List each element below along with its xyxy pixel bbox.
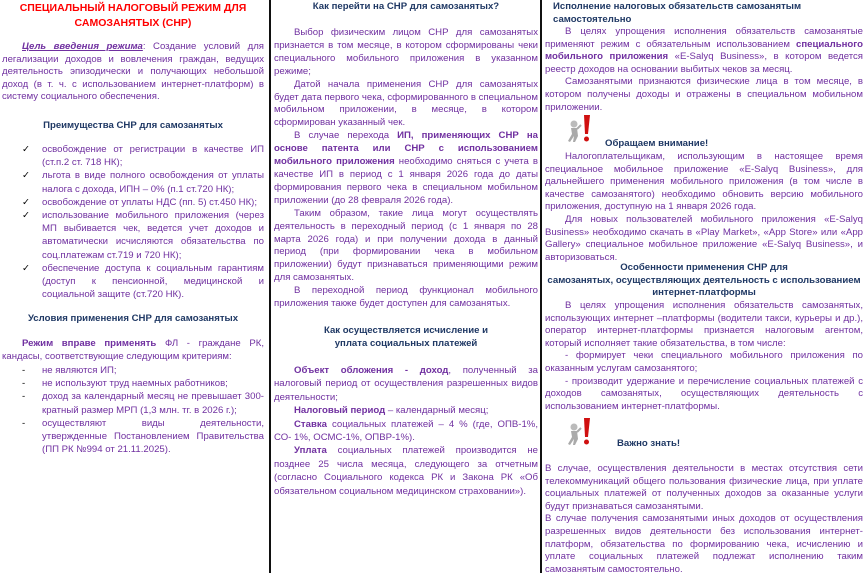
checkmark-icon: ✓ (22, 262, 31, 274)
list-item (2, 377, 264, 390)
list-item-text: освобождение от регистрации в качестве ИП (ст.п.2 ст. 718 НК); (42, 144, 264, 169)
title-line: САМОЗАНЯТЫХ (СНР) (74, 17, 192, 29)
list-item (2, 209, 264, 262)
text: – календарный месяц; (385, 405, 489, 417)
paragraph: В случае, осуществления деятельности в местах отсутствия сети телекоммуникаций общего пользования физические лица, при уплате социальных платежей от полученных доходов за оказанные услуги будут признаваться самозанятыми. (545, 463, 863, 512)
list-item-text: доход за календарный месяц не превышает 300-кратный размер МРП (1,3 млн. тг. в 2026 г.); (42, 391, 264, 416)
column-2 (274, 0, 538, 573)
paragraph: В переходной период функционал мобильного приложения также будет доступен для самозанятых. (274, 285, 538, 310)
conditions-list (2, 364, 264, 456)
goal-label: Цель введения режима (22, 41, 143, 52)
platforms-heading (545, 262, 863, 300)
paragraph: Выбор физическим лицом СНР для самозанятых признается в том месяце, в котором сформированы чеки специального мобильного приложения в указанном режиме; (274, 27, 538, 77)
conditions-intro-bold: Режим вправе применять (22, 338, 157, 349)
text: социальных платежей – 4 % (где, ОПВ-1%, СО- 1%, ОСМС-1%, ОПВР-1%). (274, 418, 538, 444)
bold-text: Налоговый период (294, 405, 386, 417)
goal-paragraph (2, 41, 264, 104)
list-item (2, 262, 264, 302)
paragraph (274, 418, 538, 445)
heading-line: Особенности применения СНР для (620, 262, 788, 273)
heading-line: Как осуществляется исчисление и (323, 325, 489, 336)
text: В случае перехода (294, 130, 398, 142)
column-1 (2, 0, 264, 573)
paragraph: Для новых пользователей мобильного приложения «E-Salyq Business» необходимо скачать в «Play Market», «App Store» или «App Gallery» специальное мобильное приложение «E-Salyq Business», и авторизоваться. (545, 213, 863, 263)
conditions-intro (2, 338, 264, 363)
list-item (2, 364, 264, 377)
list-item-text: не используют труд наемных работников; (42, 378, 228, 390)
paragraph (274, 364, 538, 404)
text: «E-Salyq Business», в котором ведется реестр доходов на основании выбитых чеков за месяц. (545, 51, 863, 75)
column-divider (269, 0, 271, 573)
dash-bullet: - (22, 391, 26, 403)
column-divider (540, 0, 542, 573)
text: необходимо сняться с учета в качестве ИП в период с 1 января 2026 года до даты формирования первого чека в специальном мобильном приложении (до 28 февраля 2026 года). (274, 156, 538, 206)
list-item (2, 390, 264, 416)
list-item-text: освобождение от уплаты НДС (пп. 5) ст.450 НК); (42, 196, 258, 208)
heading-line: уплата социальных платежей (334, 337, 478, 349)
paragraph (274, 130, 538, 207)
attention-heading: Обращаем внимание! (605, 138, 709, 149)
bold-text: специального мобильного приложения (545, 38, 863, 63)
paragraph (274, 444, 538, 498)
obligations-body (545, 26, 863, 114)
obligations-heading: Исполнение налоговых обязательств самозанятым самостоятельно (553, 1, 802, 25)
bold-text: Уплата (294, 445, 327, 457)
paragraph: В случае получения самозанятыми иных доходов от осуществления разрешенных видов деятельности без использования интернет-платформ, обязательства по формированию чека, исчислению и уплате социальных платежей подлежат исполнению таким самозанятым самостоятельно. (545, 513, 863, 575)
list-item (2, 169, 264, 195)
bold-text: ИП, применяющих СНР на основе патента или СНР с использованием мобильного приложения (274, 130, 538, 168)
text: социальных платежей производится не позднее 25 числа месяца, следующего за отчетным (согласно Социального кодекса РК и Закона РК «Об обязательном социальном медицинском страховании»). (274, 445, 538, 497)
text: В целях упрощения исполнения обязательств самозанятые применяют режим с обязательным использованием (545, 26, 863, 50)
conditions-heading: Условия применения СНР для самозанятых (27, 313, 239, 324)
list-item-text: использование мобильного приложения (через МП выбивается чек, ведется учет доходов и автоматически исчисляются обязательства по соц.платежам ст.719 и 720 НК); (42, 210, 264, 261)
list-item-text: обеспечение доступа к социальным гарантиям (доступ к пенсионной, медицинской и социальной защите (ст.720 НК). (42, 262, 264, 301)
how-to-switch-heading: Как перейти на СНР для самозанятых? (312, 1, 500, 12)
important-figure-icon (565, 417, 597, 447)
paragraph (545, 26, 863, 76)
checkmark-icon: ✓ (22, 144, 31, 155)
checkmark-icon: ✓ (22, 210, 31, 222)
heading-line: самозанятых, осуществляющих деятельность с использованием (547, 274, 861, 286)
paragraph: Самозанятыми признаются физические лица в том месяце, в котором получены доходы и отражены в специальном мобильном приложении. (545, 76, 863, 113)
calculation-body (274, 364, 538, 498)
checkmark-icon: ✓ (22, 196, 31, 208)
heading-line: интернет-платформы (652, 287, 756, 299)
goal-text: : Создание условий для легализации доходов и вовлечения граждан, ведущих деятельность эпизодически и получающих небольшой доход (в т. ч. с использованием интернет-платформ) в систему социального обеспечения. (2, 41, 264, 103)
important-heading: Важно знать! (617, 438, 681, 449)
paragraph: Таким образом, такие лица могут осуществлять деятельность в переходный период (с 1 января по 28 марта 2026 года) и при получении дохода в данный период (при формировании чека в мобильном приложении) будут признаваться применяющими режим для самозанятых. (274, 207, 538, 284)
list-item-text: льгота в виде полного освобождения от уплаты налога с дохода, ИПН – 0% (п.1 ст.720 НК); (42, 170, 264, 195)
attention-figure-icon (565, 114, 597, 144)
dash-bullet: - (22, 365, 26, 376)
bold-text: Объект обложения - доход (294, 365, 449, 376)
checkmark-icon: ✓ (22, 170, 31, 182)
important-body (545, 463, 863, 576)
list-item (2, 417, 264, 457)
advantages-heading: Преимущества СНР для самозанятых (43, 120, 223, 131)
text: , полученный за налоговый период от осуществления разрешенных видов деятельности; (274, 365, 538, 403)
attention-body (545, 151, 863, 264)
page-title (2, 1, 264, 31)
list-item (2, 143, 264, 169)
paragraph: Датой начала применения СНР для самозанятых будет дата первого чека, сформированного в специальном мобильном приложении, в месяце, в котором сформирован указанный чек. (274, 78, 538, 129)
list-item-text: осуществляют виды деятельности, утвержденные Постановлением Правительства (ПП РК №994 от 21.11.2025). (42, 417, 264, 456)
advantages-list (2, 143, 264, 301)
list-item (2, 196, 264, 209)
calculation-heading (274, 325, 538, 350)
dash-bullet: - (22, 417, 26, 429)
paragraph: В целях упрощения исполнения обязательств самозанятых, использующих интернет –платформы (водители такси, курьеры и др.), оператор интернет-платформы признается налоговым агентом, который исполняет такие обязательства, в том числе: (545, 300, 863, 349)
dash-bullet: - (22, 378, 26, 390)
list-item-text: не являются ИП; (42, 365, 117, 376)
paragraph: - производит удержание и перечисление социальных платежей с доходов самозанятых, осуществляющих деятельность с использованием интернет-платформы. (545, 375, 863, 412)
conditions-intro-text: ФЛ - граждане РК, кандасы, соответствующие следующим критериям: (2, 338, 265, 362)
bold-text: Ставка (294, 418, 327, 430)
title-line: СПЕЦИАЛЬНЫЙ НАЛОГОВЫЙ РЕЖИМ ДЛЯ (19, 2, 247, 14)
paragraph (274, 404, 538, 417)
paragraph: - формирует чеки специального мобильного приложения по оказанным услугам самозанятого; (545, 350, 863, 374)
platforms-body (545, 300, 863, 413)
paragraph: Налогоплательщикам, использующим в настоящее время специальное мобильное приложение «E-Salyq Business», для дальнейшего применения мобильного приложения (в том числе в качестве самозанятого) необходимо обновить версию мобильного приложения, доступную на 1 января 2026 года. (545, 151, 863, 213)
column-3 (545, 0, 863, 573)
how-to-switch-body (274, 27, 538, 311)
